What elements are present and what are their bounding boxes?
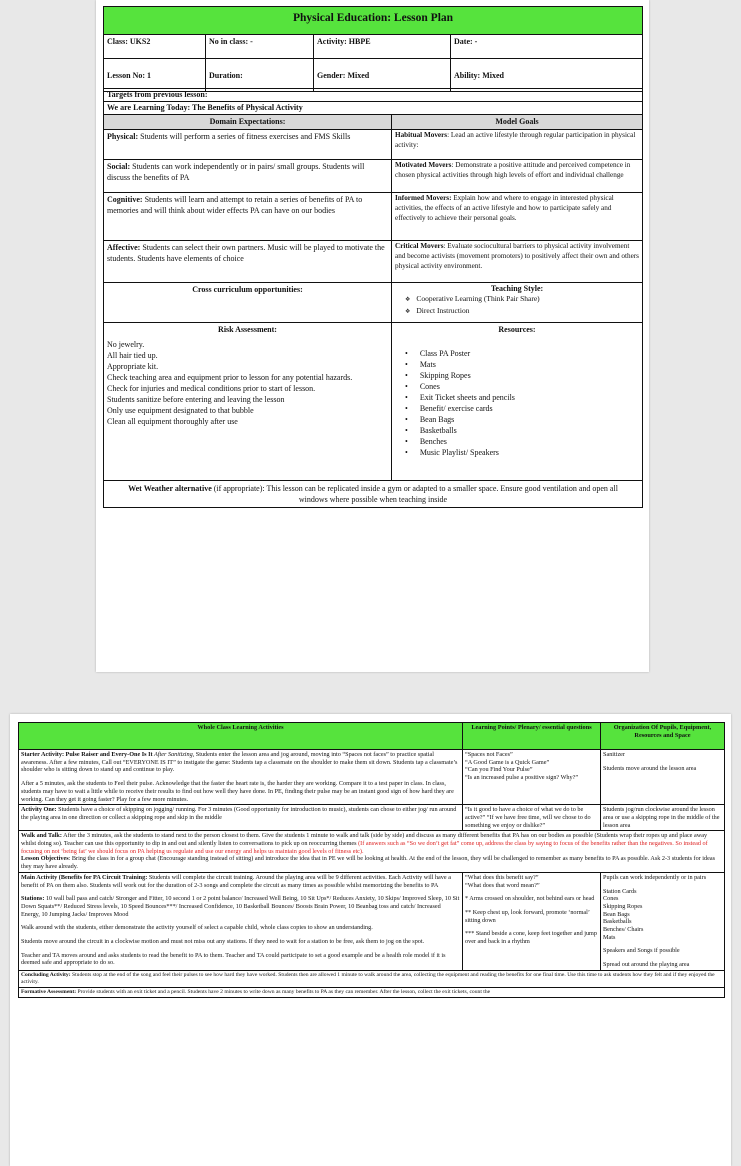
goal-informed: Informed Movers: Explain how and where to engage in interested physical activities, the effects of an active lifestyle and how to participate safely and effectively to achieve their personal goals. (392, 193, 643, 241)
stations-text: Stations: 10 wall ball pass and catch/ Stronger and Fitter, 10 second 1 or 2 point balance/ Increased Well Being, 10 Sit Ups*/ Reduces Anxiety, 10 Skips/ Improved Sleep, 10 Sit Down Squats**/ Reduced Stress levels, 10 Speed Bounces***/ Increased Confidence, 10 Basketball Bounces/ Boosts Brain Power, 10 Beanbag toss and catch/ Increased Energy, 10 Jumping Jacks/ Improves Mood (21, 895, 460, 918)
date-cell: Date: - (451, 35, 643, 59)
goal-critical: Critical Movers: Evaluate sociocultural barriers to physical activity involvement and become activists (movement promoters) to positively affect their own and others physical activity environment. (392, 241, 643, 283)
resources-cell (392, 323, 643, 481)
resources-header: Resources: (498, 325, 536, 334)
risk-item: Check teaching area and equipment prior to lesson for any potential hazards. (107, 373, 353, 382)
resource-item: • Skipping Ropes (405, 370, 639, 381)
resource-item: • Mats (405, 359, 639, 370)
gender-cell: Gender: Mixed (314, 59, 451, 92)
risk-item: Students sanitize before entering and leaving the lesson (107, 395, 285, 404)
header-learning-points: Learning Points/ Plenary/ essential questions (463, 723, 601, 750)
resource-item: • Basketballs (405, 425, 639, 436)
duration-cell: Duration: (206, 59, 314, 92)
page-title: Physical Education: Lesson Plan (104, 7, 643, 35)
activities-table (18, 722, 725, 998)
formative-assessment-cell: Formative Assessment: Provide students with an exit ticket and a pencil. Students have 2 minutes to write down as many benefits to PA as they can remember. After the lesson, collect the exit tickets, count the (19, 987, 725, 997)
header-organization: Organization Of Pupils, Equipment, Resources and Space (601, 723, 725, 750)
resource-item: • Class PA Poster (405, 348, 639, 359)
domain-header: Domain Expectations: (104, 115, 392, 130)
lesson-plan-page-1 (96, 0, 649, 672)
lesson-plan-table (103, 6, 643, 92)
lesson-objectives: Lesson Objectives: Bring the class in for a group chat (Encourage standing instead of sitting) and introduce the idea that in PE we will be looking at health. At the end of the lesson, they will be challenged to remember as many benefits to PA as possible. Ask 2-3 students for ideas they may have already. (21, 855, 716, 871)
main-points-cell: “What does this benefit say?” “What does that word mean?” * Arms crossed on shoulder, not behind ears or head ** Keep chest up, look forward, promote ‘normal’ sitting down *** Stand beside a cone, keep feet together and jump over and back in a rhythm (463, 872, 601, 970)
risk-item: No jewelry. (107, 340, 145, 349)
lesson-plan-table-2 (103, 88, 643, 508)
activity-cell: Activity: HBPE (314, 35, 451, 59)
main-org-cell: Pupils can work independently or in pairs Station Cards Cones Skipping Ropes Bean Bags Basketballs Benches/ Chairs Mats Speakers and Songs if possible Spread out around the playing area (601, 872, 725, 970)
main-activity-cell: Main Activity (Benefits for PA Circuit Training: Students will complete the circuit training. Around the playing area will be 9 different activities. Each Activity will have a benefit of PA on them also. Students will work out for the duration of 2-3 songs and complete the circuit as many times as possible whilst memorizing the benefits to PA Stations: 10 wall ball pass and catch/ Stronger and Fitter, 10 second 1 or 2 point balance/ Increased Well Being, 10 Sit Ups*/ Reduces Anxiety, 10 Skips/ Improved Sleep, 10 Sit Down Squats**/ Reduced Stress levels, 10 Speed Bounces***/ Increased Confidence, 10 Basketball Bounces/ Boosts Brain Power, 10 Beanbag toss and catch/ Increased Energy, 10 Jumping Jacks/ Improves Mood Walk around with the students, either demonstrate the activity yourself of select a capable child, whole class copies to show an understanding. Students move around the circuit in a clockwise motion and must not miss out any stations. If they need to wait for a station to be free, ask them to jog on the spot. Teacher and TA moves around and asks students to read the benefit to PA to them. Teacher and TA could participate to set a good example and be a health role model if it is deemed safe and appropriate to do so. (19, 872, 463, 970)
goal-motivated: Motivated Movers: Demonstrate a positive attitude and perceived competence in chosen physical activities through high levels of effort and individual challenge (392, 160, 643, 193)
cross-curriculum: Cross curriculum opportunities: (104, 283, 392, 323)
risk-assessment-cell (104, 323, 392, 481)
learning-today-row: We are Learning Today: The Benefits of Physical Activity (104, 102, 643, 115)
goal-habitual: Habitual Movers: Lead an active lifestyle through regular participation in physical activity: (392, 130, 643, 160)
model-header: Model Goals (392, 115, 643, 130)
teaching-style-item: ❖ Direct Instruction (405, 306, 639, 318)
wet-weather-row: Wet Weather alternative (if appropriate): This lesson can be replicated inside a gym or adapted to a smaller space. Ensure good ventilation and open all windows where possible when teaching inside (104, 481, 643, 508)
walk-around-text: Walk around with the students, either demonstrate the activity yourself of select a capable child, whole class copies to show an understanding. (21, 924, 373, 932)
resource-item: • Cones (405, 381, 639, 392)
starter-text-2: After a 5 minutes, ask the students to Feel their pulse. Acknowledge that the faster the heart rate is, the harder they are working. Compare it to a test paper in class. In class, students may have to wait a little while to receive their results to find out how well they have done. In PE, finding their pulse may be an instant good sign of how hard they are working. Can they get it going faster? Play for a few more minutes. (21, 780, 454, 803)
targets-row: Targets from previous lesson: (104, 89, 643, 102)
teaching-style-header: Teaching Style: (490, 284, 544, 293)
resource-item: • Benefit/ exercise cards (405, 403, 639, 414)
activity-one-cell: Activity One: Students have a choice of skipping on jogging/ running. For 3 minutes (Good opportunity for introduction to music), students can chose to either jog/ run around the playing area in one direction or collect a skipping rope and skip in the middle (19, 805, 463, 831)
move-around-text: Students move around the circuit in a clockwise motion and must not miss out any stations. If they need to wait for a station to be free, ask them to jog on the spot. (21, 938, 425, 946)
domain-affective: Affective: Students can select their own partners. Music will be played to motivate the students. Students have elements of choice (104, 241, 392, 283)
teaching-style-list (395, 294, 639, 317)
ability-cell: Ability: Mixed (451, 59, 643, 92)
risk-item: Appropriate kit. (107, 362, 159, 371)
domain-physical: Physical: Students will perform a series of fitness exercises and FMS Skills (104, 130, 392, 160)
resource-item: • Music Playlist/ Speakers (405, 447, 639, 458)
starter-org-cell: Sanitizer Students move around the lesson area (601, 750, 725, 805)
activity-one-points: “Is it good to have a choice of what we do to be active?” “If we have free time, will we chose to do something we enjoy or dislike?” (463, 805, 601, 831)
header-activities: Whole Class Learning Activities (19, 723, 463, 750)
resource-item: • Exit Ticket sheets and pencils (405, 392, 639, 403)
starter-points-cell: “Spaces not Faces” “A Good Game is a Quick Game” “Can you Find Your Pulse” “Is an increased pulse a positive sign? Why?” (463, 750, 601, 805)
starter-activity-cell: Starter Activity: Pulse Raiser and Every-One Is It After Sanitizing, Students enter the lesson area and jog around, moving into “Spaces not faces” to practice spatial awareness. After a few minutes, Call out “EVERYONE IS IT” to instigate the game: Students tap a classmate on the shoulder to make them sit down. Students tap a classmate’s shoulder who is sitting down to stand up and continue to play. After a 5 minutes, ask the students to Feel their pulse. Acknowledge that the faster the heart rate is, the harder they are working. Compare it to a test paper in class. In class, students may have to wait a little while to receive their results to find out how well they have done. In PE, finding their pulse may be an instant good sign of how hard they are working. Can they get it going faster? Play for a few more minutes. (19, 750, 463, 805)
resources-list (395, 348, 639, 458)
domain-social: Social: Students can work independently or in pairs/ small groups. Students will discuss the benefits of PA (104, 160, 392, 193)
activity-one-org: Students jog/run clockwise around the lesson area or use a skipping rope in the middle of the lesson area (601, 805, 725, 831)
risk-item: Clean all equipment thoroughly after use (107, 417, 238, 426)
teaching-style-cell (392, 283, 643, 323)
risk-item: Only use equipment designated to that bubble (107, 406, 254, 415)
risk-item: All hair tied up. (107, 351, 158, 360)
lesson-plan-page-2 (10, 714, 731, 1166)
ta-text: Teacher and TA moves around and asks students to read the benefit to PA to them. Teacher and TA could participate to set a good example and be a health role model if it is deemed safe and appropriate to do so. (21, 951, 446, 967)
walk-and-talk-cell: Walk and Talk: After the 3 minutes, ask the students to stand next to the person closest to them. Give the students 1 minute to walk and talk (side by side) and discuss as many different benefits that PA has on our bodies as possible (Students wrap their ropes up and place away whilst doing so). Teacher can use this opportunity to dip in and out and silently listen to conversations to pick up on reoccurring themes (If answers such as “So we don’t get fat” come up, address the class by saying to focus of the benefits rather than the negatives. So instead of focusing on not ‘being fat’ we should focus on PA helping us regulate and use our energy and helps us maintain good levels of fitness etc). Lesson Objectives: Bring the class in for a group chat (Encourage standing instead of sitting) and introduce the idea that in PE we will be looking at health. At the end of the lesson, they will be challenged to remember as many benefits to PA as possible. Ask 2-3 students for ideas they may have already. (19, 831, 725, 873)
domain-cognitive: Cognitive: Students will learn and attempt to retain a series of benefits of PA to memories and will think about wider effects PA can have on our bodies (104, 193, 392, 241)
lesson-no-cell: Lesson No: 1 (104, 59, 206, 92)
risk-item: Check for injuries and medical conditions prior to start of lesson. (107, 384, 316, 393)
risk-header: Risk Assessment: (218, 325, 277, 334)
teaching-style-item: ❖ Cooperative Learning (Think Pair Share) (405, 294, 639, 306)
class-cell: Class: UKS2 (104, 35, 206, 59)
concluding-activity-cell: Concluding Activity: Students stop at the end of the song and feel their pulses to see how hard they have worked. Students then are allowed 1 minute to walk around the area, collecting the equipment and reading the benefits for one final time. Use this time to ask students how they felt and if they enjoyed the activity. (19, 970, 725, 987)
resource-item: • Bean Bags (405, 414, 639, 425)
no-in-class-cell: No in class: - (206, 35, 314, 59)
resource-item: • Benches (405, 436, 639, 447)
